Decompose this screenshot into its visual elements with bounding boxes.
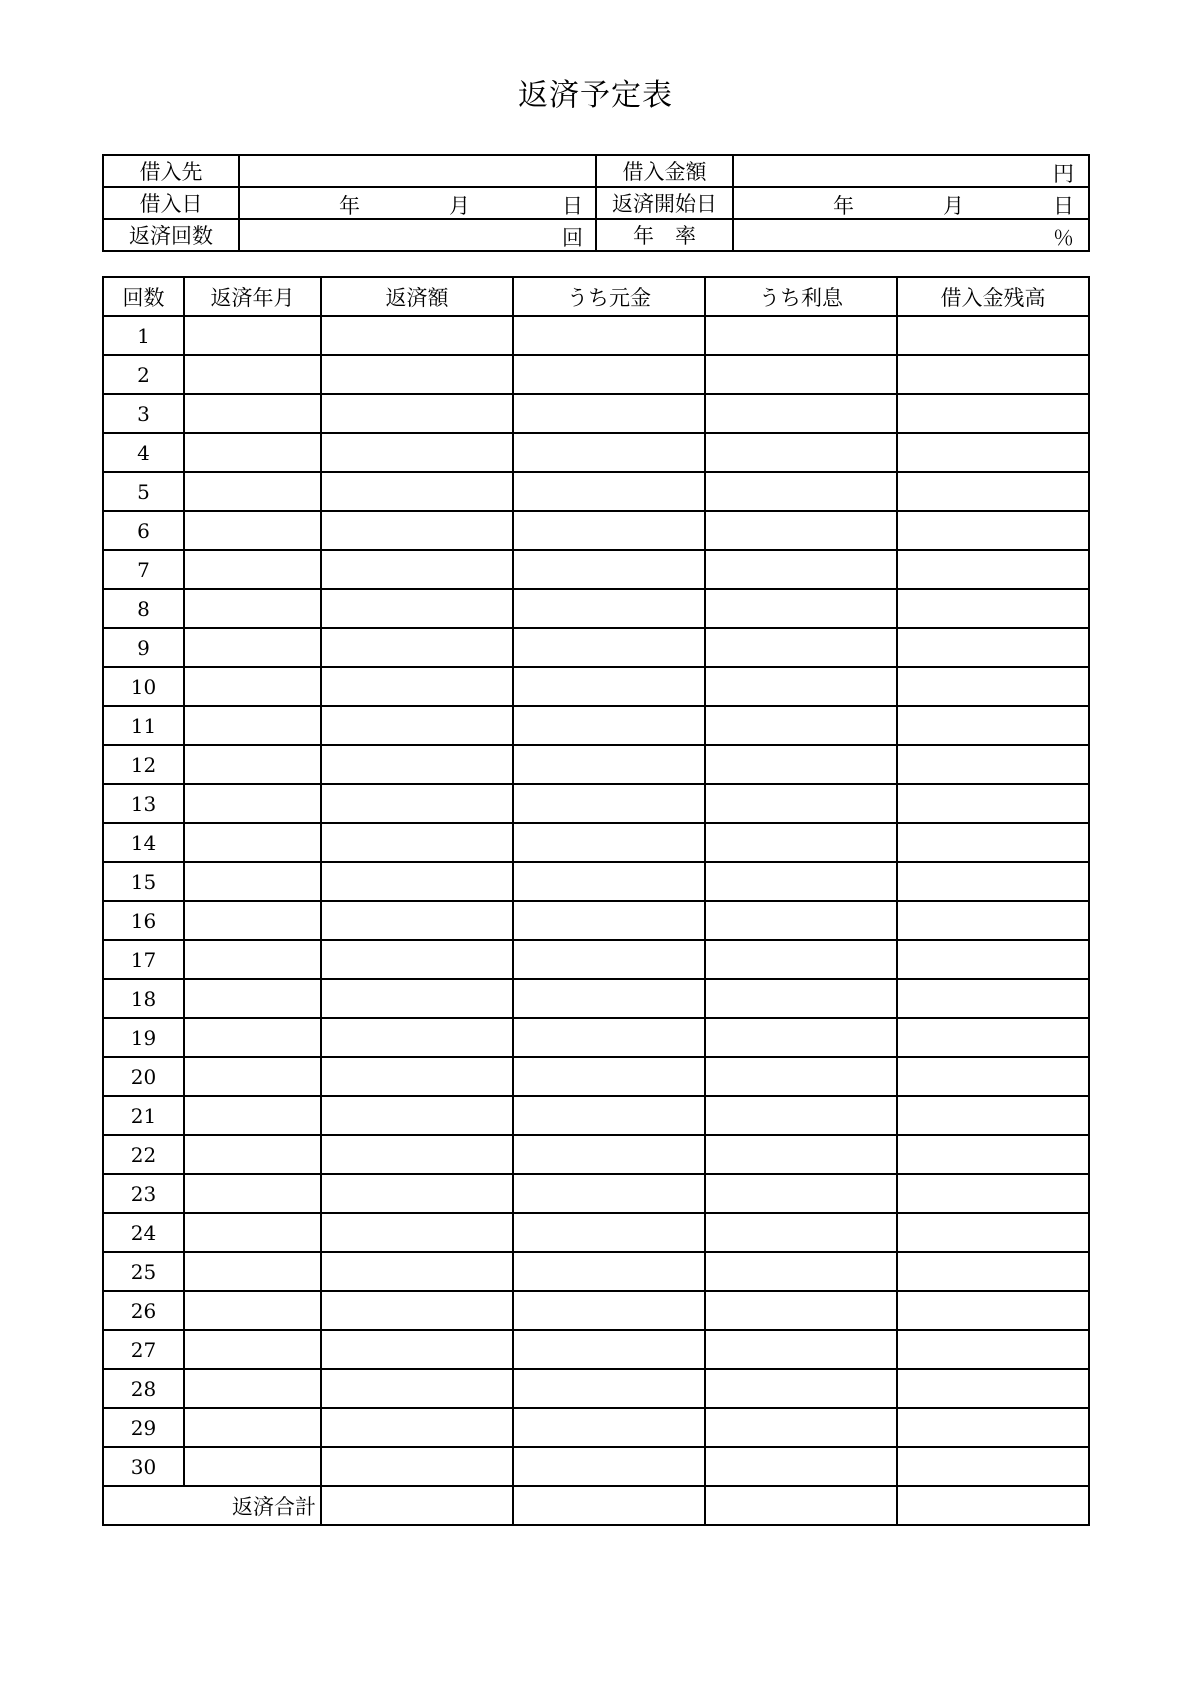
interest-cell[interactable]: [705, 745, 897, 784]
repayment-month-cell[interactable]: [184, 550, 321, 589]
borrow-date-field[interactable]: [239, 187, 596, 219]
balance-cell[interactable]: [897, 394, 1089, 433]
row-number: 4: [103, 433, 184, 472]
row-number: 25: [103, 1252, 184, 1291]
principal-cell[interactable]: [513, 1018, 705, 1057]
borrow-date-label: 借入日: [103, 187, 239, 219]
table-row: [103, 433, 1089, 472]
interest-cell[interactable]: [705, 979, 897, 1018]
repayment-amount-cell[interactable]: [321, 511, 513, 550]
repayment-amount-cell[interactable]: [321, 355, 513, 394]
repayment-month-cell[interactable]: [184, 1018, 321, 1057]
principal-cell[interactable]: [513, 394, 705, 433]
table-row: [103, 823, 1089, 862]
balance-cell[interactable]: [897, 1213, 1089, 1252]
count-unit: 回: [562, 226, 583, 250]
principal-cell[interactable]: [513, 1174, 705, 1213]
table-row: [103, 862, 1089, 901]
row-number: 5: [103, 472, 184, 511]
table-row: [103, 550, 1089, 589]
repayment-month-cell[interactable]: [184, 862, 321, 901]
principal-cell[interactable]: [513, 1447, 705, 1486]
repayment-amount-cell[interactable]: [321, 784, 513, 823]
principal-cell[interactable]: [513, 667, 705, 706]
principal-cell[interactable]: [513, 355, 705, 394]
principal-cell[interactable]: [513, 511, 705, 550]
repayment-month-cell[interactable]: [184, 745, 321, 784]
lender-field[interactable]: [239, 155, 596, 187]
repayment-amount-cell[interactable]: [321, 472, 513, 511]
header-repayment-amount: 返済額: [321, 277, 513, 316]
repayment-start-date-label: 返済開始日: [596, 187, 733, 219]
balance-cell[interactable]: [897, 1096, 1089, 1135]
balance-cell[interactable]: [897, 823, 1089, 862]
repayment-month-cell[interactable]: [184, 1096, 321, 1135]
percent-unit: ％: [1053, 226, 1074, 250]
row-number: 9: [103, 628, 184, 667]
principal-cell[interactable]: [513, 706, 705, 745]
repayment-amount-cell[interactable]: [321, 1330, 513, 1369]
table-row: [103, 1252, 1089, 1291]
repayment-amount-cell[interactable]: [321, 316, 513, 355]
repayment-month-cell[interactable]: [184, 628, 321, 667]
balance-cell[interactable]: [897, 1174, 1089, 1213]
balance-cell[interactable]: [897, 355, 1089, 394]
repayment-month-cell[interactable]: [184, 589, 321, 628]
interest-cell[interactable]: [705, 940, 897, 979]
repayment-amount-cell[interactable]: [321, 706, 513, 745]
principal-cell[interactable]: [513, 745, 705, 784]
balance-cell[interactable]: [897, 1057, 1089, 1096]
balance-cell[interactable]: [897, 745, 1089, 784]
repayment-month-cell[interactable]: [184, 784, 321, 823]
row-number: 14: [103, 823, 184, 862]
interest-cell[interactable]: [705, 1096, 897, 1135]
row-number: 7: [103, 550, 184, 589]
row-number: 1: [103, 316, 184, 355]
row-number: 20: [103, 1057, 184, 1096]
principal-cell[interactable]: [513, 1291, 705, 1330]
row-number: 26: [103, 1291, 184, 1330]
principal-cell[interactable]: [513, 901, 705, 940]
principal-cell[interactable]: [513, 862, 705, 901]
principal-cell[interactable]: [513, 589, 705, 628]
row-number: 28: [103, 1369, 184, 1408]
principal-cell[interactable]: [513, 784, 705, 823]
row-number: 27: [103, 1330, 184, 1369]
interest-cell[interactable]: [705, 316, 897, 355]
row-number: 12: [103, 745, 184, 784]
interest-cell[interactable]: [705, 394, 897, 433]
balance-cell[interactable]: [897, 511, 1089, 550]
loan-info-table: [102, 154, 1090, 252]
repayment-month-cell[interactable]: [184, 472, 321, 511]
repayment-amount-cell[interactable]: [321, 1135, 513, 1174]
table-row: [103, 901, 1089, 940]
repayment-amount-cell[interactable]: [321, 745, 513, 784]
repayment-month-cell[interactable]: [184, 1408, 321, 1447]
table-row: [103, 1291, 1089, 1330]
year-unit: 年: [339, 194, 360, 218]
interest-cell[interactable]: [705, 589, 897, 628]
principal-cell[interactable]: [513, 1096, 705, 1135]
row-number: 30: [103, 1447, 184, 1486]
table-row: [103, 1330, 1089, 1369]
balance-cell[interactable]: [897, 1135, 1089, 1174]
row-number: 11: [103, 706, 184, 745]
row-number: 24: [103, 1213, 184, 1252]
interest-cell[interactable]: [705, 1018, 897, 1057]
repayment-month-cell[interactable]: [184, 1213, 321, 1252]
repayment-month-cell[interactable]: [184, 511, 321, 550]
balance-cell[interactable]: [897, 1252, 1089, 1291]
table-row: [103, 316, 1089, 355]
table-row: [103, 784, 1089, 823]
balance-cell[interactable]: [897, 901, 1089, 940]
total-label: 返済合計: [103, 1486, 321, 1525]
total-principal-cell[interactable]: [513, 1486, 705, 1525]
row-number: 17: [103, 940, 184, 979]
balance-cell[interactable]: [897, 940, 1089, 979]
row-number: 6: [103, 511, 184, 550]
interest-cell[interactable]: [705, 355, 897, 394]
interest-cell[interactable]: [705, 784, 897, 823]
repayment-month-cell[interactable]: [184, 1174, 321, 1213]
principal-cell[interactable]: [513, 1213, 705, 1252]
table-row: [103, 1096, 1089, 1135]
repayment-amount-cell[interactable]: [321, 1174, 513, 1213]
table-row: [103, 355, 1089, 394]
row-number: 21: [103, 1096, 184, 1135]
table-row: [103, 394, 1089, 433]
table-row: [103, 667, 1089, 706]
total-row: [103, 1486, 1089, 1525]
header-balance: 借入金残高: [897, 277, 1089, 316]
total-repayment-cell[interactable]: [321, 1486, 513, 1525]
repayment-amount-cell[interactable]: [321, 823, 513, 862]
table-row: [103, 1213, 1089, 1252]
interest-cell[interactable]: [705, 628, 897, 667]
row-number: 22: [103, 1135, 184, 1174]
interest-cell[interactable]: [705, 1447, 897, 1486]
row-number: 8: [103, 589, 184, 628]
row-number: 15: [103, 862, 184, 901]
repayment-month-cell[interactable]: [184, 1291, 321, 1330]
loan-amount-field[interactable]: [733, 155, 1089, 187]
principal-cell[interactable]: [513, 1135, 705, 1174]
interest-cell[interactable]: [705, 1330, 897, 1369]
principal-cell[interactable]: [513, 1252, 705, 1291]
principal-cell[interactable]: [513, 433, 705, 472]
repayment-month-cell[interactable]: [184, 355, 321, 394]
principal-cell[interactable]: [513, 316, 705, 355]
repayment-month-cell[interactable]: [184, 1252, 321, 1291]
repayment-month-cell[interactable]: [184, 1057, 321, 1096]
principal-cell[interactable]: [513, 472, 705, 511]
balance-cell[interactable]: [897, 1408, 1089, 1447]
row-number: 19: [103, 1018, 184, 1057]
month-unit: 月: [943, 194, 964, 218]
balance-cell[interactable]: [897, 1447, 1089, 1486]
interest-cell[interactable]: [705, 1057, 897, 1096]
table-row: [103, 511, 1089, 550]
repayment-start-date-field[interactable]: [733, 187, 1089, 219]
repayment-schedule-table: [102, 276, 1090, 1526]
interest-cell[interactable]: [705, 667, 897, 706]
table-row: [103, 1057, 1089, 1096]
table-row: [103, 1018, 1089, 1057]
month-unit: 月: [449, 194, 470, 218]
principal-cell[interactable]: [513, 1369, 705, 1408]
interest-cell[interactable]: [705, 706, 897, 745]
repayment-amount-cell[interactable]: [321, 1252, 513, 1291]
balance-cell[interactable]: [897, 628, 1089, 667]
row-number: 2: [103, 355, 184, 394]
balance-cell[interactable]: [897, 589, 1089, 628]
interest-cell[interactable]: [705, 472, 897, 511]
principal-cell[interactable]: [513, 1408, 705, 1447]
interest-cell[interactable]: [705, 550, 897, 589]
principal-cell[interactable]: [513, 1330, 705, 1369]
lender-label: 借入先: [103, 155, 239, 187]
principal-cell[interactable]: [513, 823, 705, 862]
total-balance-cell[interactable]: [897, 1486, 1089, 1525]
row-number: 16: [103, 901, 184, 940]
interest-cell[interactable]: [705, 1369, 897, 1408]
repayment-count-label: 返済回数: [103, 219, 239, 251]
interest-cell[interactable]: [705, 1174, 897, 1213]
table-row: [103, 979, 1089, 1018]
principal-cell[interactable]: [513, 550, 705, 589]
interest-cell[interactable]: [705, 823, 897, 862]
page-title: 返済予定表: [518, 78, 673, 113]
repayment-month-cell[interactable]: [184, 1447, 321, 1486]
balance-cell[interactable]: [897, 316, 1089, 355]
balance-cell[interactable]: [897, 784, 1089, 823]
balance-cell[interactable]: [897, 1018, 1089, 1057]
header-repayment-month: 返済年月: [184, 277, 321, 316]
repayment-amount-cell[interactable]: [321, 1018, 513, 1057]
repayment-month-cell[interactable]: [184, 706, 321, 745]
row-number: 29: [103, 1408, 184, 1447]
repayment-month-cell[interactable]: [184, 1135, 321, 1174]
repayment-amount-cell[interactable]: [321, 550, 513, 589]
interest-cell[interactable]: [705, 1213, 897, 1252]
repayment-amount-cell[interactable]: [321, 1408, 513, 1447]
balance-cell[interactable]: [897, 472, 1089, 511]
repayment-amount-cell[interactable]: [321, 1447, 513, 1486]
principal-cell[interactable]: [513, 940, 705, 979]
repayment-amount-cell[interactable]: [321, 433, 513, 472]
repayment-month-cell[interactable]: [184, 1330, 321, 1369]
day-unit: 日: [562, 194, 583, 218]
repayment-amount-cell[interactable]: [321, 979, 513, 1018]
repayment-month-cell[interactable]: [184, 667, 321, 706]
table-row: [103, 745, 1089, 784]
schedule-header-row: [103, 277, 1089, 316]
table-row: [103, 940, 1089, 979]
balance-cell[interactable]: [897, 1330, 1089, 1369]
table-row: [103, 1135, 1089, 1174]
interest-cell[interactable]: [705, 862, 897, 901]
balance-cell[interactable]: [897, 667, 1089, 706]
table-row: [103, 706, 1089, 745]
principal-cell[interactable]: [513, 979, 705, 1018]
repayment-amount-cell[interactable]: [321, 1057, 513, 1096]
row-number: 3: [103, 394, 184, 433]
repayment-amount-cell[interactable]: [321, 901, 513, 940]
header-count: 回数: [103, 277, 184, 316]
table-row: [103, 589, 1089, 628]
header-interest: うち利息: [705, 277, 897, 316]
balance-cell[interactable]: [897, 706, 1089, 745]
repayment-month-cell[interactable]: [184, 901, 321, 940]
repayment-amount-cell[interactable]: [321, 1291, 513, 1330]
repayment-amount-cell[interactable]: [321, 394, 513, 433]
table-row: [103, 1447, 1089, 1486]
row-number: 18: [103, 979, 184, 1018]
annual-rate-label: 年 率: [596, 219, 733, 251]
interest-cell[interactable]: [705, 1135, 897, 1174]
table-row: [103, 1369, 1089, 1408]
yen-unit: 円: [1053, 162, 1074, 186]
table-row: [103, 1408, 1089, 1447]
interest-cell[interactable]: [705, 1252, 897, 1291]
balance-cell[interactable]: [897, 550, 1089, 589]
annual-rate-field[interactable]: [733, 219, 1089, 251]
balance-cell[interactable]: [897, 1369, 1089, 1408]
repayment-amount-cell[interactable]: [321, 940, 513, 979]
table-row: [103, 628, 1089, 667]
balance-cell[interactable]: [897, 979, 1089, 1018]
repayment-amount-cell[interactable]: [321, 1369, 513, 1408]
interest-cell[interactable]: [705, 433, 897, 472]
repayment-month-cell[interactable]: [184, 433, 321, 472]
repayment-amount-cell[interactable]: [321, 1213, 513, 1252]
repayment-month-cell[interactable]: [184, 979, 321, 1018]
repayment-amount-cell[interactable]: [321, 1096, 513, 1135]
interest-cell[interactable]: [705, 511, 897, 550]
interest-cell[interactable]: [705, 1408, 897, 1447]
repayment-month-cell[interactable]: [184, 316, 321, 355]
balance-cell[interactable]: [897, 433, 1089, 472]
year-unit: 年: [833, 194, 854, 218]
table-row: [103, 472, 1089, 511]
row-number: 23: [103, 1174, 184, 1213]
loan-amount-label: 借入金額: [596, 155, 733, 187]
principal-cell[interactable]: [513, 1057, 705, 1096]
interest-cell[interactable]: [705, 901, 897, 940]
repayment-month-cell[interactable]: [184, 394, 321, 433]
repayment-amount-cell[interactable]: [321, 589, 513, 628]
repayment-amount-cell[interactable]: [321, 628, 513, 667]
repayment-count-field[interactable]: [239, 219, 596, 251]
repayment-month-cell[interactable]: [184, 1369, 321, 1408]
balance-cell[interactable]: [897, 862, 1089, 901]
interest-cell[interactable]: [705, 1291, 897, 1330]
repayment-amount-cell[interactable]: [321, 862, 513, 901]
total-interest-cell[interactable]: [705, 1486, 897, 1525]
header-principal: うち元金: [513, 277, 705, 316]
day-unit: 日: [1053, 194, 1074, 218]
repayment-month-cell[interactable]: [184, 940, 321, 979]
row-number: 13: [103, 784, 184, 823]
row-number: 10: [103, 667, 184, 706]
principal-cell[interactable]: [513, 628, 705, 667]
repayment-amount-cell[interactable]: [321, 667, 513, 706]
balance-cell[interactable]: [897, 1291, 1089, 1330]
repayment-month-cell[interactable]: [184, 823, 321, 862]
table-row: [103, 1174, 1089, 1213]
